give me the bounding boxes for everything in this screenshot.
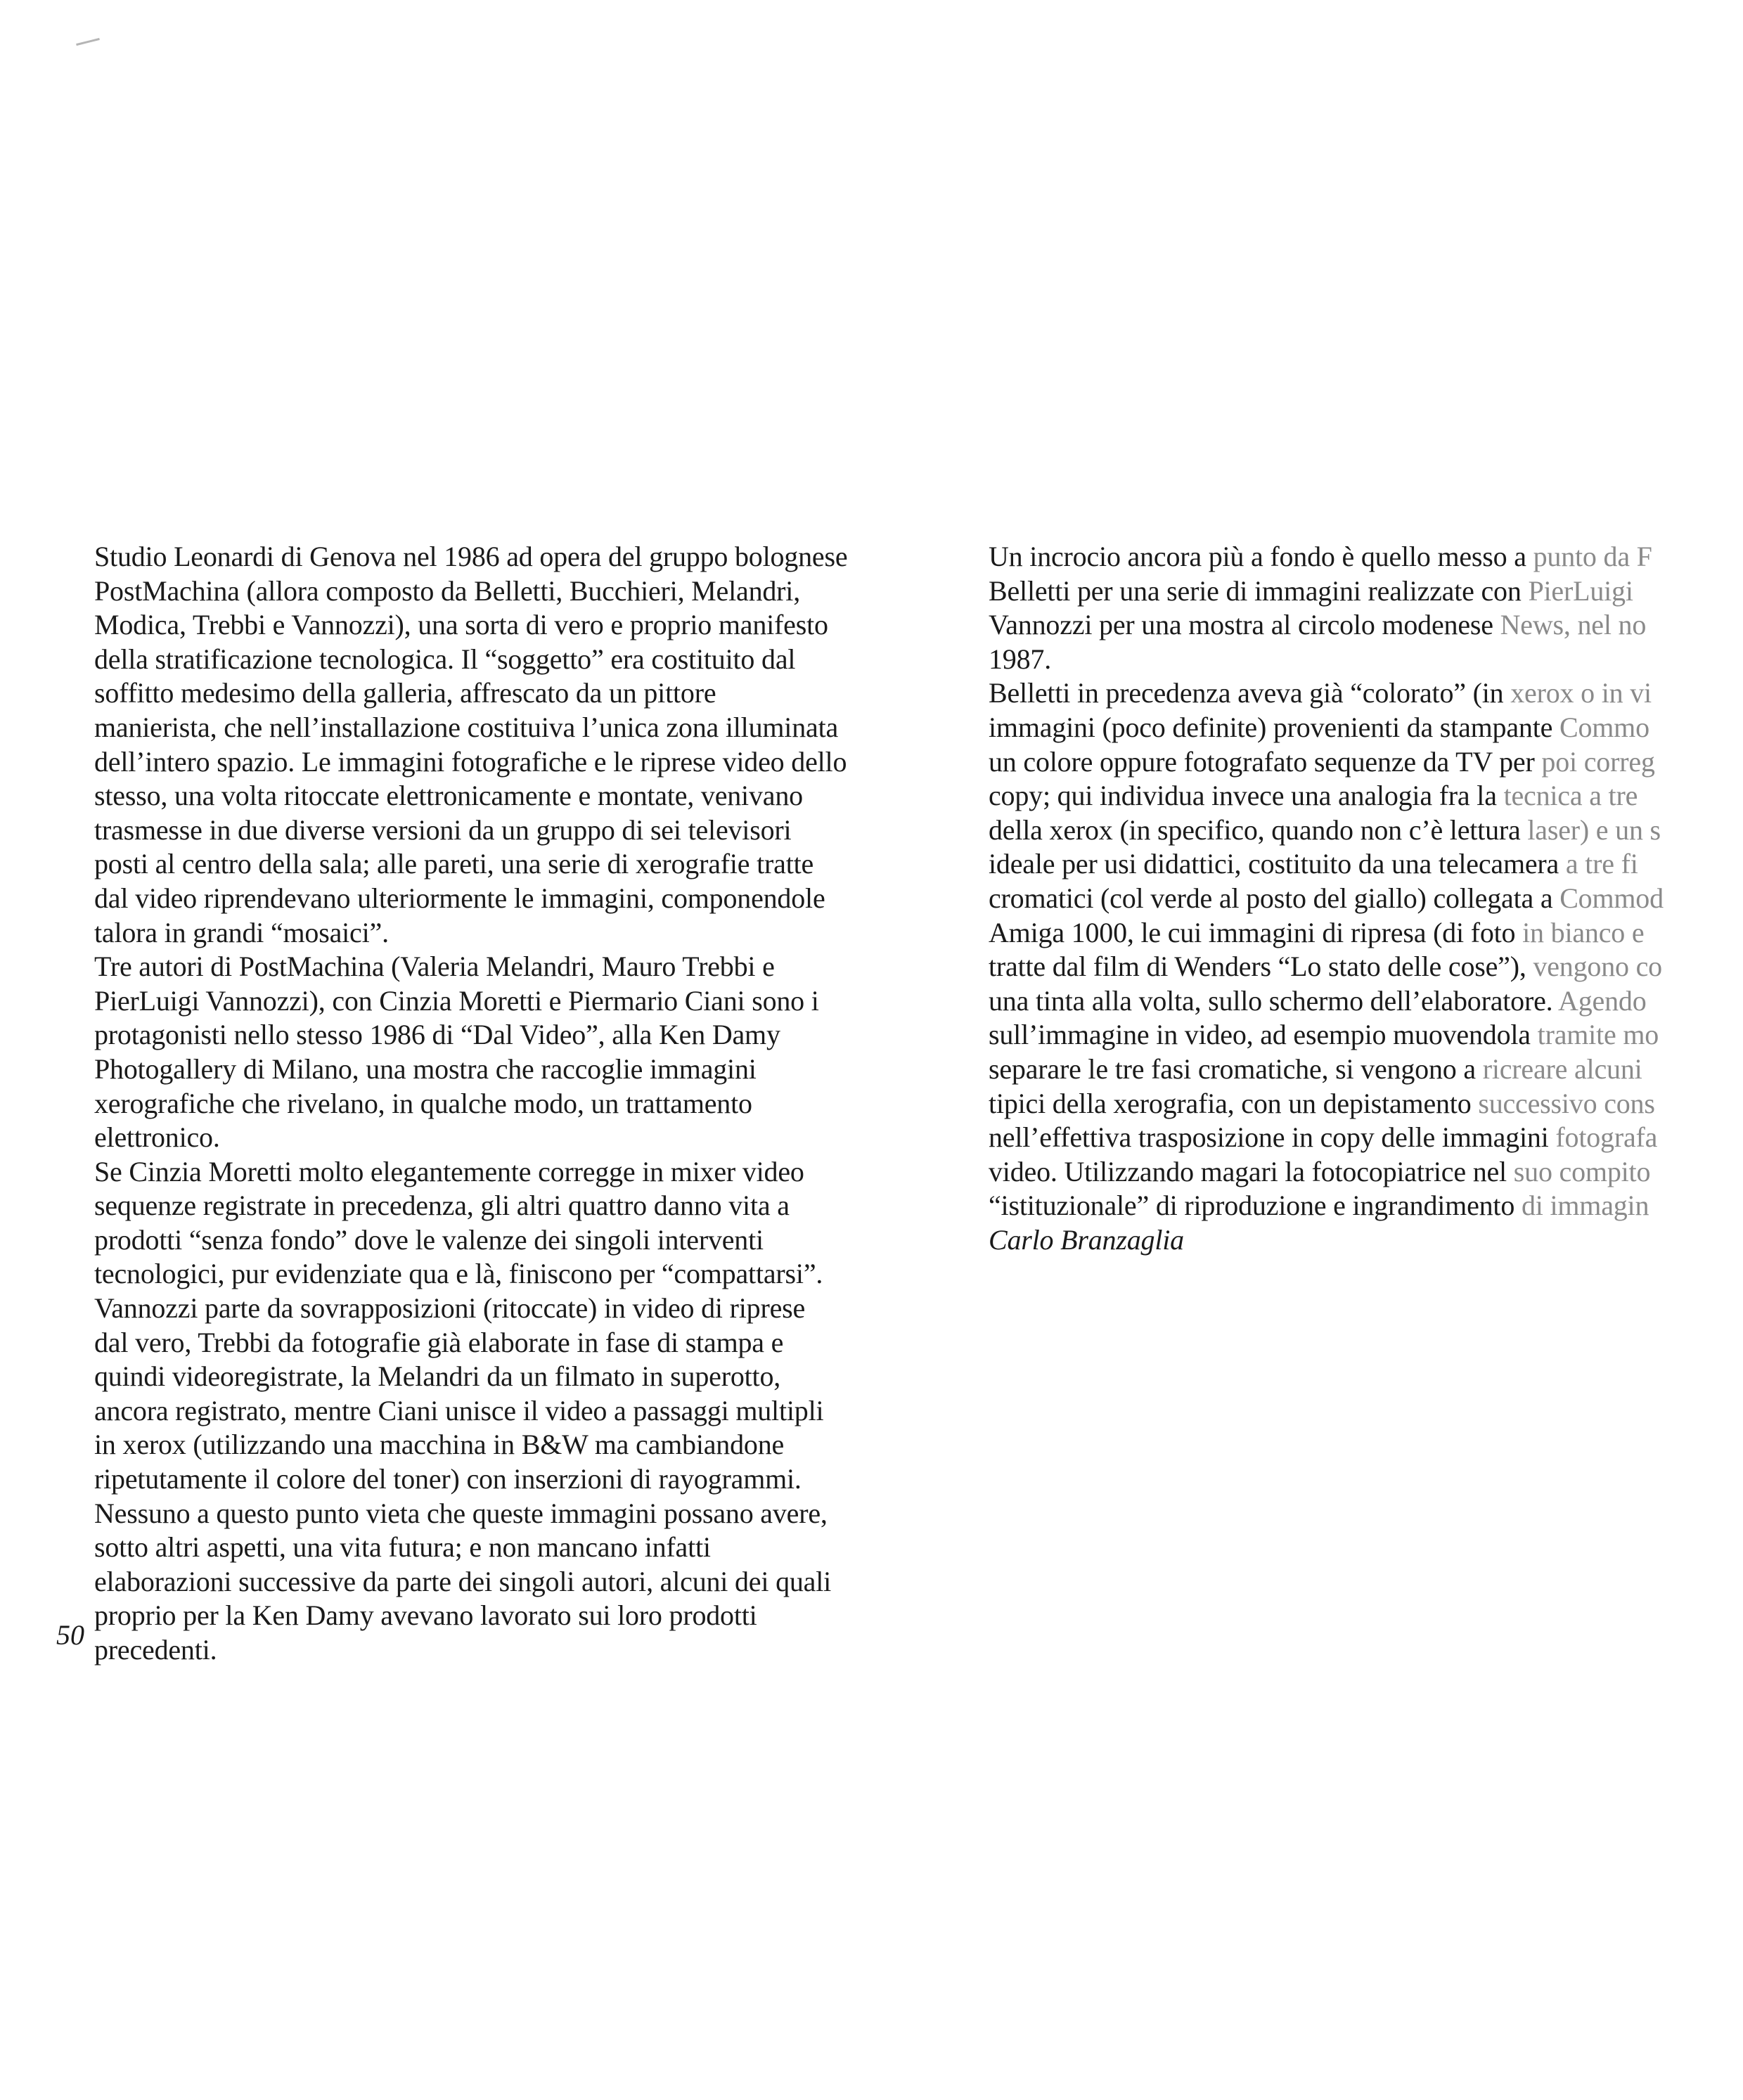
left-column-line: Photogallery di Milano, una mostra che raccoglie immagini xyxy=(94,1052,757,1085)
left-column-line: stesso, una volta ritoccate elettronicamente e montate, venivano xyxy=(94,780,803,812)
right-column-body xyxy=(989,540,1743,1223)
right-line-text: Belletti per una serie di immagini realizzate con xyxy=(989,574,1529,607)
right-line-faded-text: in bianco e xyxy=(1522,916,1645,948)
right-line-text: separare le tre fasi cromatiche, si vengono a xyxy=(989,1052,1483,1085)
left-column-line: Tre autori di PostMachina (Valeria Melandri, Mauro Trebbi e xyxy=(94,951,775,983)
right-column-line xyxy=(989,676,1743,711)
right-line-faded-text: fotografa xyxy=(1555,1121,1658,1154)
left-column-line: Modica, Trebbi e Vannozzi), una sorta di vero e proprio manifesto xyxy=(94,609,828,641)
right-line-text: nell’effettiva trasposizione in copy delle immagini xyxy=(989,1121,1556,1154)
left-column-line: ripetutamente il colore del toner) con inserzioni di rayogrammi. xyxy=(94,1463,802,1495)
left-column-line: PostMachina (allora composto da Belletti, Bucchieri, Melandri, xyxy=(94,574,801,607)
left-column-line: sequenze registrate in precedenza, gli altri quattro danno vita a xyxy=(94,1190,790,1222)
right-line-text: 1987. xyxy=(989,643,1052,675)
left-column-line: Nessuno a questo punto vieta che queste immagini possano avere, xyxy=(94,1497,828,1529)
author-signature: Carlo Branzaglia xyxy=(989,1223,1184,1256)
right-line-faded-text: successivo cons xyxy=(1478,1087,1655,1119)
right-line-faded-text: xerox o in vi xyxy=(1510,677,1652,709)
right-column-line xyxy=(989,1018,1743,1052)
right-line-text: ideale per usi didattici, costituito da una telecamera xyxy=(989,848,1566,880)
left-column-line: Studio Leonardi di Genova nel 1986 ad opera del gruppo bolognese xyxy=(94,541,848,572)
left-column-line: dal vero, Trebbi da fotografie già elaborate in fase di stampa e xyxy=(94,1326,784,1358)
right-line-faded-text: tramite mo xyxy=(1537,1019,1659,1051)
right-column-line xyxy=(989,1087,1743,1121)
left-column-line: quindi videoregistrate, la Melandri da un filmato in superotto, xyxy=(94,1360,781,1393)
right-line-text: della xerox (in specifico, quando non c’è lettura xyxy=(989,813,1528,846)
right-line-faded-text: ricreare alcuni xyxy=(1482,1052,1642,1085)
right-column-line xyxy=(989,1189,1743,1223)
left-column-line: manierista, che nell’installazione costituiva l’unica zona illuminata xyxy=(94,711,839,743)
left-column-line: dell’intero spazio. Le immagini fotografiche e le riprese video dello xyxy=(94,745,847,778)
right-line-faded-text: di immagin xyxy=(1521,1190,1649,1222)
right-column-line xyxy=(989,813,1743,848)
left-column-line: elettronico. xyxy=(94,1121,220,1154)
left-column-line: precedenti. xyxy=(94,1634,217,1666)
right-line-text: immagini (poco definite) provenienti da stampante xyxy=(989,711,1559,743)
right-line-faded-text: Commod xyxy=(1559,882,1664,914)
right-line-faded-text: poi correg xyxy=(1541,745,1655,778)
left-column-line: tecnologici, pur evidenziate qua e là, finiscono per “compattarsi”. xyxy=(94,1258,823,1290)
right-column-line xyxy=(989,779,1743,813)
left-column-line: sotto altri aspetti, una vita futura; e non mancano infatti xyxy=(94,1531,711,1564)
right-line-faded-text: suo compito xyxy=(1513,1155,1651,1187)
right-column-line xyxy=(989,882,1743,916)
left-column-line: trasmesse in due diverse versioni da un gruppo di sei televisori xyxy=(94,813,792,846)
right-column-line xyxy=(989,1052,1743,1087)
left-column-line: posti al centro della sala; alle pareti, una serie di xerografie tratte xyxy=(94,848,814,880)
right-line-faded-text: Agendo xyxy=(1558,984,1647,1017)
right-column-line xyxy=(989,950,1743,984)
right-column-line xyxy=(989,1121,1743,1155)
right-column-line xyxy=(989,745,1743,780)
left-column-line: talora in grandi “mosaici”. xyxy=(94,916,389,948)
right-column-line xyxy=(989,608,1743,643)
left-column-line: soffitto medesimo della galleria, affrescato da un pittore xyxy=(94,677,716,709)
right-line-text: cromatici (col verde al posto del giallo) collegata a xyxy=(989,882,1560,914)
right-line-faded-text: Commo xyxy=(1559,711,1649,743)
left-text-column xyxy=(94,540,980,1668)
right-line-text: un colore oppure fotografato sequenze da TV per xyxy=(989,745,1542,778)
right-column-line xyxy=(989,711,1743,745)
right-line-text: una tinta alla volta, sullo schermo dell’elaboratore. xyxy=(989,984,1559,1017)
left-column-line: Se Cinzia Moretti molto elegantemente corregge in mixer video xyxy=(94,1155,804,1187)
left-column-line: prodotti “senza fondo” dove le valenze dei singoli interventi xyxy=(94,1223,764,1256)
left-column-line: proprio per la Ken Damy avevano lavorato sui loro prodotti xyxy=(94,1599,757,1632)
right-line-text: video. Utilizzando magari la fotocopiatrice nel xyxy=(989,1155,1514,1187)
right-column-line xyxy=(989,1155,1743,1190)
left-column-line: xerografiche che rivelano, in qualche modo, un trattamento xyxy=(94,1087,752,1119)
left-column-line: della stratificazione tecnologica. Il “soggetto” era costituito dal xyxy=(94,643,796,675)
left-column-line: Vannozzi parte da sovrapposizioni (ritoccate) in video di riprese xyxy=(94,1292,806,1325)
right-line-faded-text: punto da F xyxy=(1533,541,1652,572)
right-column-line xyxy=(989,643,1743,677)
left-column-line: dal video riprendevano ulteriormente le immagini, componendole xyxy=(94,882,825,914)
right-line-faded-text: PierLuigi xyxy=(1528,574,1633,607)
right-column-line xyxy=(989,847,1743,882)
right-line-text: Amiga 1000, le cui immagini di ripresa (di foto xyxy=(989,916,1523,948)
right-line-faded-text: a tre fi xyxy=(1565,848,1638,880)
right-column-line xyxy=(989,984,1743,1019)
scan-artifact-mark xyxy=(76,38,100,46)
left-column-line: PierLuigi Vannozzi), con Cinzia Moretti e Piermario Ciani sono i xyxy=(94,984,819,1017)
right-column-line xyxy=(989,574,1743,609)
right-line-text: Vannozzi per una mostra al circolo modenese xyxy=(989,609,1500,641)
left-column-line: in xerox (utilizzando una macchina in B&W ma cambiandone xyxy=(94,1429,785,1461)
right-line-faded-text: laser) e un s xyxy=(1527,813,1661,846)
right-line-text: Belletti in precedenza aveva già “colorato” (in xyxy=(989,677,1511,709)
right-column-line xyxy=(989,916,1743,951)
right-line-text: sull’immagine in video, ad esempio muovendola xyxy=(989,1019,1538,1051)
left-column-line: protagonisti nello stesso 1986 di “Dal Video”, alla Ken Damy xyxy=(94,1019,780,1051)
left-column-line: elaborazioni successive da parte dei singoli autori, alcuni dei quali xyxy=(94,1565,832,1597)
right-line-text: copy; qui individua invece una analogia fra la xyxy=(989,780,1504,812)
left-column-line: ancora registrato, mentre Ciani unisce il video a passaggi multipli xyxy=(94,1394,824,1426)
right-column-line xyxy=(989,540,1743,574)
right-line-text: tipici della xerografia, con un depistamento xyxy=(989,1087,1479,1119)
page-number: 50 xyxy=(56,1619,84,1651)
right-line-text: Un incrocio ancora più a fondo è quello messo a xyxy=(989,541,1533,572)
right-line-faded-text: vengono co xyxy=(1533,951,1662,983)
right-line-faded-text: tecnica a tre xyxy=(1503,780,1638,812)
right-line-text: “istituzionale” di riproduzione e ingrandimento xyxy=(989,1190,1522,1222)
right-line-faded-text: News, nel no xyxy=(1500,609,1647,641)
right-line-text: tratte dal film di Wenders “Lo stato delle cose”), xyxy=(989,951,1533,983)
right-text-column xyxy=(989,540,1743,1257)
